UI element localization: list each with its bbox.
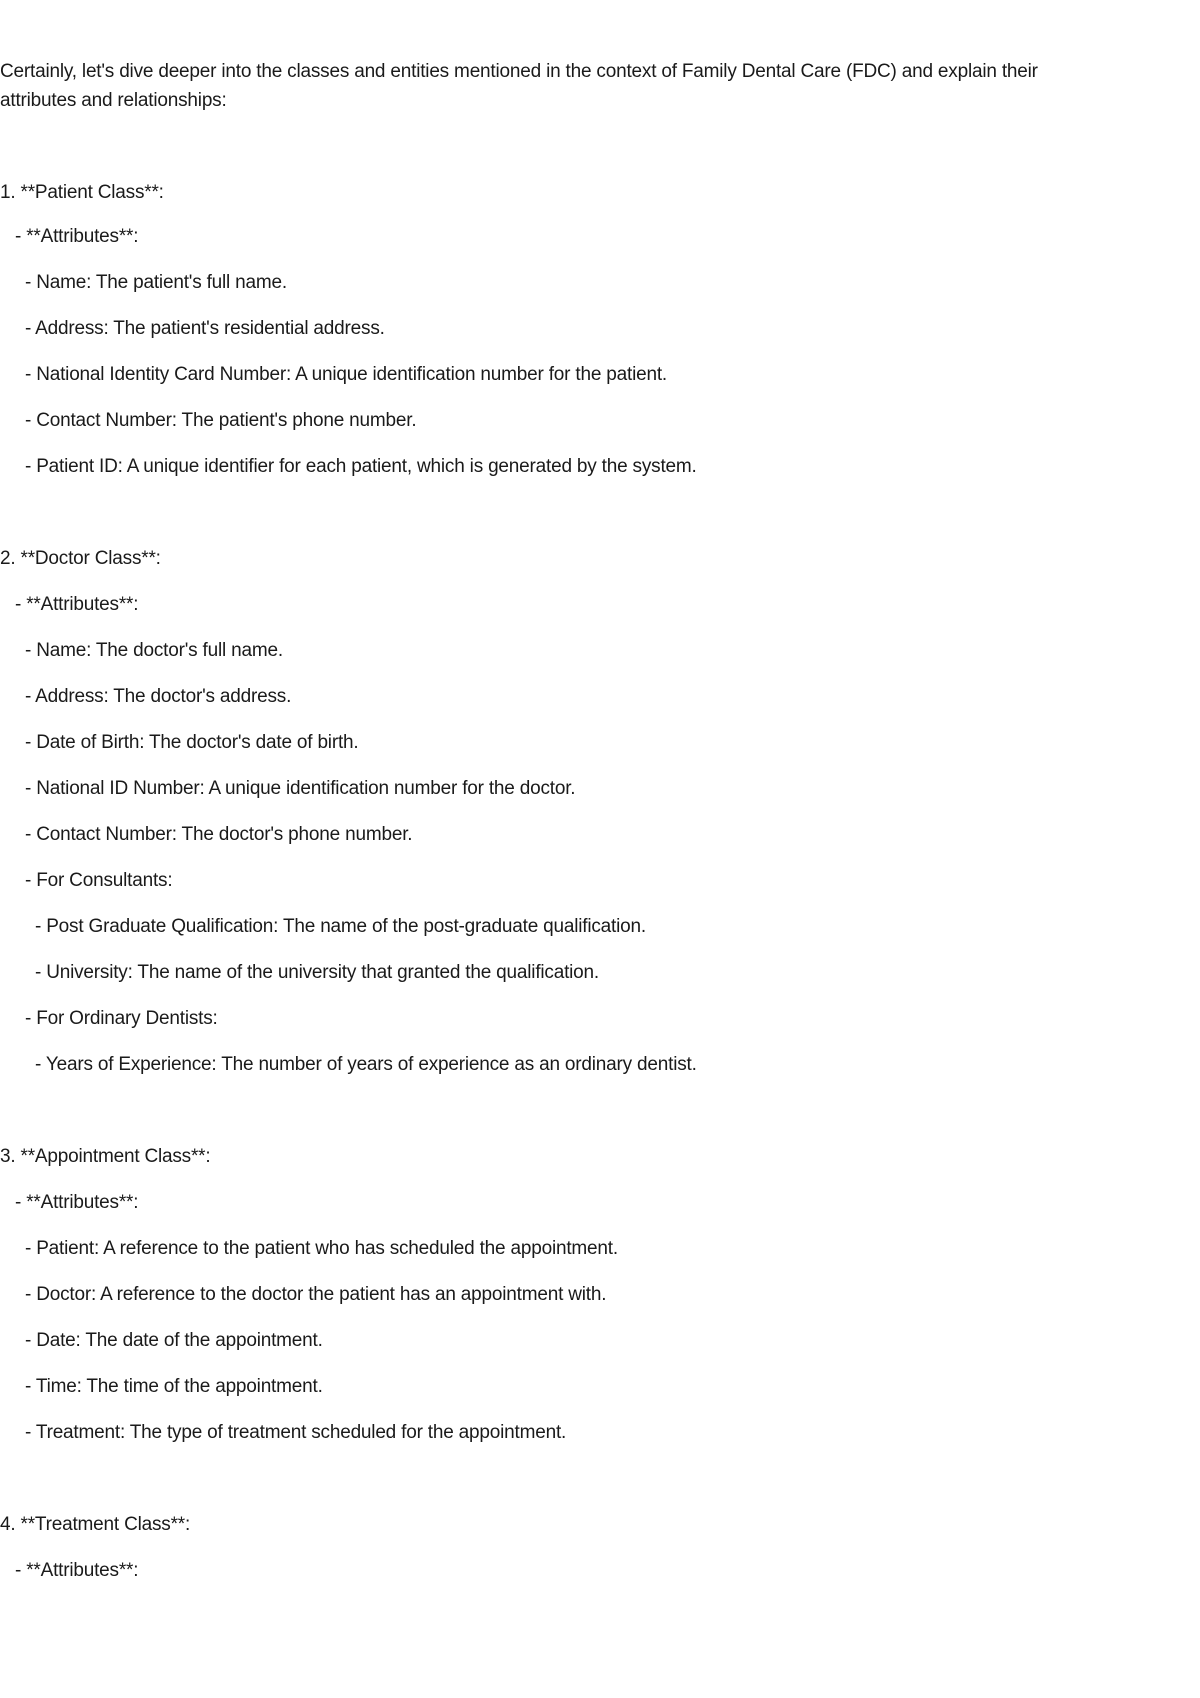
list-item: - Doctor: A reference to the doctor the patient has an appointment with. [25, 1284, 607, 1305]
attributes-heading: - **Attributes**: [15, 1192, 139, 1213]
attributes-heading: - **Attributes**: [15, 1560, 139, 1581]
list-item: - Name: The doctor's full name. [25, 640, 283, 661]
list-item: - Patient ID: A unique identifier for each patient, which is generated by the system. [25, 456, 697, 477]
list-item: - Name: The patient's full name. [25, 272, 287, 293]
section-heading-patient: 1. **Patient Class**: [0, 182, 164, 203]
intro-line-2: attributes and relationships: [0, 90, 227, 111]
list-item: - Time: The time of the appointment. [25, 1376, 323, 1397]
list-item: - Years of Experience: The number of years of experience as an ordinary dentist. [35, 1054, 697, 1075]
list-item: - Address: The patient's residential address. [25, 318, 385, 339]
list-item: - Treatment: The type of treatment scheduled for the appointment. [25, 1422, 567, 1443]
list-item: - Contact Number: The patient's phone number. [25, 410, 417, 431]
list-item: - Address: The doctor's address. [25, 686, 292, 707]
attributes-heading: - **Attributes**: [15, 226, 139, 247]
list-item: - For Consultants: [25, 870, 173, 891]
list-item: - For Ordinary Dentists: [25, 1008, 218, 1029]
section-heading-doctor: 2. **Doctor Class**: [0, 548, 161, 569]
section-heading-treatment: 4. **Treatment Class**: [0, 1514, 191, 1535]
list-item: - Date: The date of the appointment. [25, 1330, 323, 1351]
list-item: - Post Graduate Qualification: The name of the post-graduate qualification. [35, 916, 646, 937]
list-item: - Date of Birth: The doctor's date of birth. [25, 732, 359, 753]
section-heading-appointment: 3. **Appointment Class**: [0, 1146, 211, 1167]
list-item: - University: The name of the university that granted the qualification. [35, 962, 599, 983]
list-item: - Contact Number: The doctor's phone number. [25, 824, 413, 845]
list-item: - National ID Number: A unique identification number for the doctor. [25, 778, 576, 799]
list-item: - National Identity Card Number: A unique identification number for the patient. [25, 364, 667, 385]
attributes-heading: - **Attributes**: [15, 594, 139, 615]
intro-line-1: Certainly, let's dive deeper into the classes and entities mentioned in the context of Family Dental Care (FDC) and explain their [0, 61, 1038, 82]
list-item: - Patient: A reference to the patient who has scheduled the appointment. [25, 1238, 618, 1259]
